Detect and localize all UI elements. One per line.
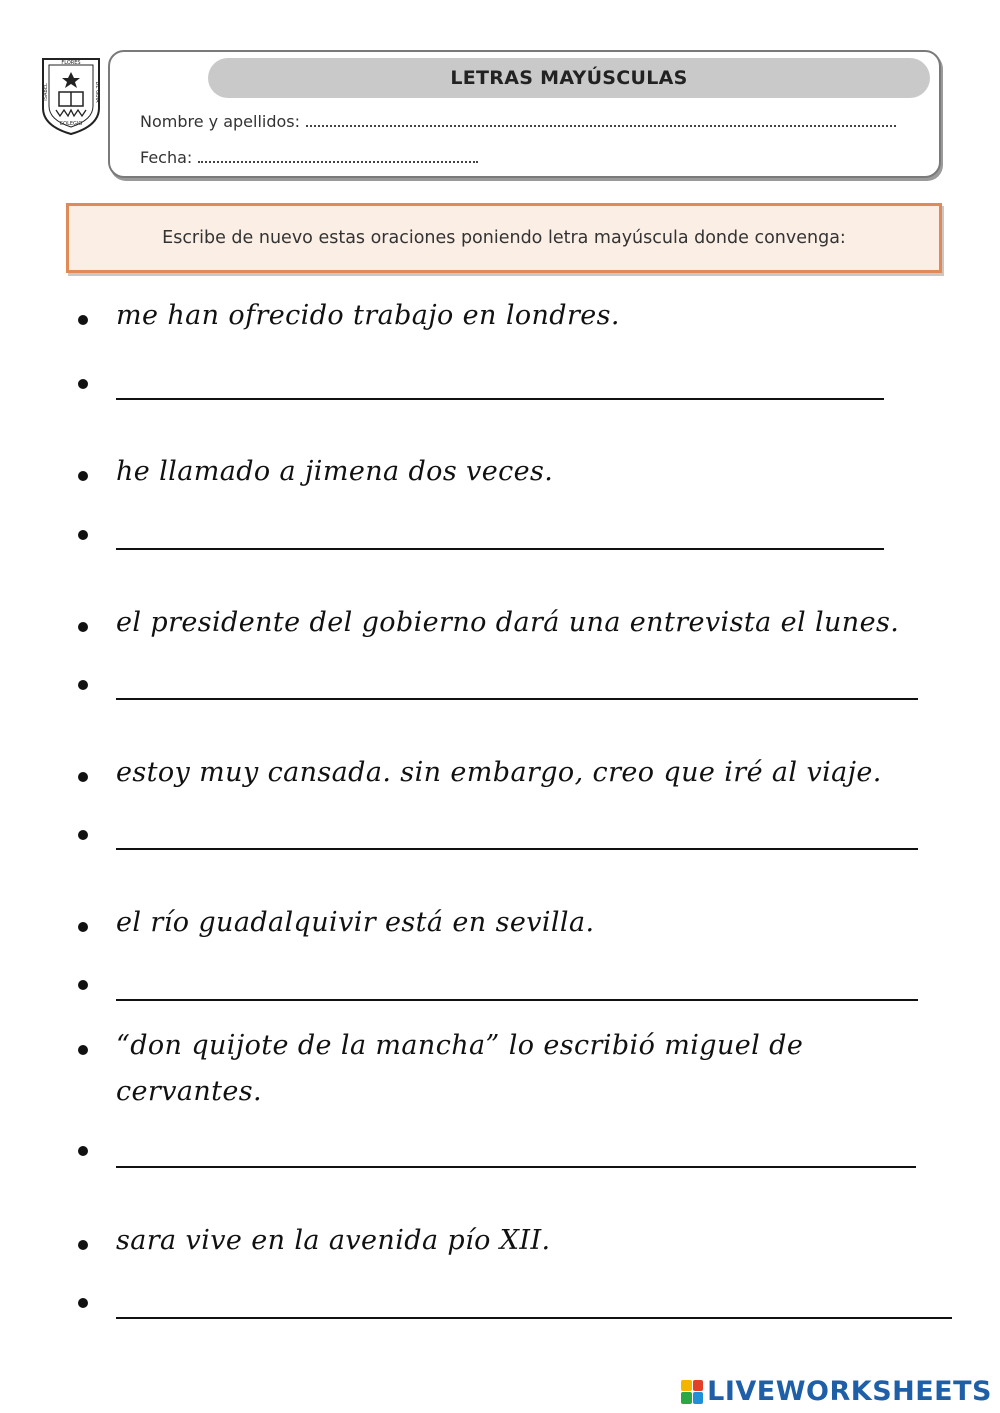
answer-input[interactable] bbox=[116, 667, 918, 697]
seal-text-left: ISABEL bbox=[43, 83, 49, 101]
bullet-icon bbox=[78, 1146, 88, 1156]
exercise-sentence: he llamado a jimena dos veces. bbox=[116, 456, 554, 487]
bullet-icon bbox=[78, 315, 88, 325]
answer-input[interactable] bbox=[116, 817, 918, 847]
answer-line bbox=[116, 848, 918, 850]
seal-text-bottom: COLEGIO bbox=[59, 121, 83, 127]
answer-input[interactable] bbox=[116, 1285, 952, 1315]
exercise-sentence: el presidente del gobierno dará una entrevista el lunes. bbox=[116, 607, 900, 638]
bullet-icon bbox=[78, 530, 88, 540]
answer-input[interactable] bbox=[116, 516, 884, 546]
exercise-sentence: el río guadalquivir está en sevilla. bbox=[116, 907, 595, 938]
liveworksheets-logo[interactable] bbox=[681, 1376, 992, 1407]
brand-name: LIVEWORKSHEETS bbox=[707, 1376, 992, 1407]
answer-input[interactable] bbox=[116, 366, 884, 396]
bullet-icon bbox=[78, 980, 88, 990]
exercise-sentence: “don quijote de la mancha” lo escribió miguel de bbox=[116, 1030, 804, 1061]
exercise-sentence-continuation: cervantes. bbox=[116, 1076, 263, 1107]
date-field-row bbox=[140, 148, 478, 167]
bullet-icon bbox=[78, 379, 88, 389]
answer-line bbox=[116, 999, 918, 1001]
bullet-icon bbox=[78, 1298, 88, 1308]
answer-line bbox=[116, 698, 918, 700]
liveworksheets-mark-icon bbox=[681, 1380, 703, 1404]
bullet-icon bbox=[78, 922, 88, 932]
answer-line bbox=[116, 1166, 916, 1168]
name-field[interactable] bbox=[306, 123, 896, 127]
header-card bbox=[108, 50, 941, 178]
name-label: Nombre y apellidos: bbox=[140, 112, 301, 131]
bullet-icon bbox=[78, 772, 88, 782]
exercise-sentence: sara vive en la avenida pío XII. bbox=[116, 1225, 551, 1256]
exercise-sentence: me han ofrecido trabajo en londres. bbox=[116, 300, 620, 331]
answer-input[interactable] bbox=[116, 1133, 916, 1163]
answer-line bbox=[116, 548, 884, 550]
name-field-row bbox=[140, 112, 896, 131]
date-label: Fecha: bbox=[140, 148, 193, 167]
answer-input[interactable] bbox=[116, 967, 918, 997]
exercise-sentence: estoy muy cansada. sin embargo, creo que iré al viaje. bbox=[116, 757, 882, 788]
answer-line bbox=[116, 398, 884, 400]
bullet-icon bbox=[78, 471, 88, 481]
school-seal-icon bbox=[40, 56, 102, 136]
bullet-icon bbox=[78, 680, 88, 690]
bullet-icon bbox=[78, 830, 88, 840]
bullet-icon bbox=[78, 622, 88, 632]
bullet-icon bbox=[78, 1240, 88, 1250]
instruction-box: Escribe de nuevo estas oraciones poniendo letra mayúscula donde convenga: bbox=[66, 203, 942, 273]
worksheet-title: LETRAS MAYÚSCULAS bbox=[208, 58, 930, 98]
date-field[interactable] bbox=[198, 159, 478, 163]
seal-text-top: FLORES bbox=[61, 60, 81, 66]
bullet-icon bbox=[78, 1045, 88, 1055]
seal-text-right: DE GUIA bbox=[94, 81, 100, 103]
answer-line bbox=[116, 1317, 952, 1319]
